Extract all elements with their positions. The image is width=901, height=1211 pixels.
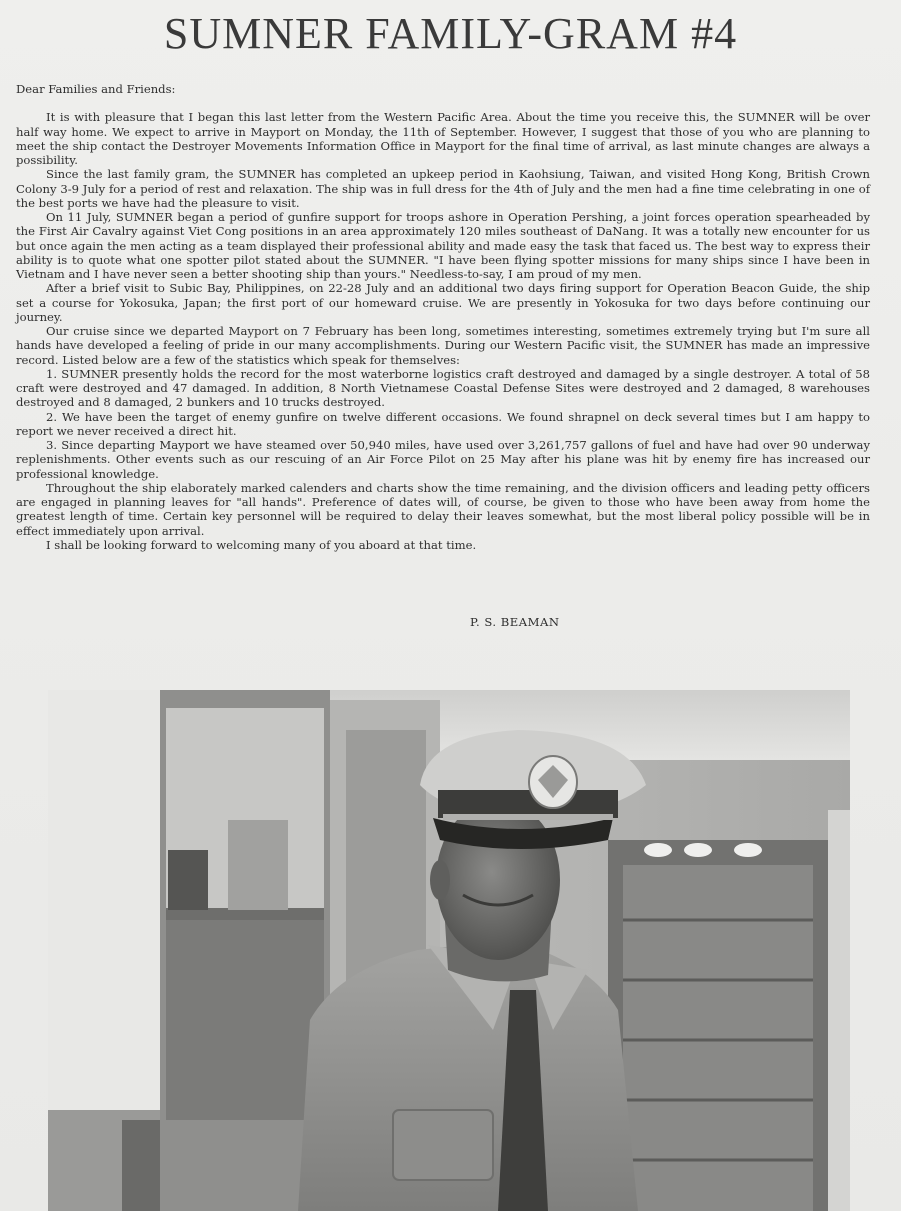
paragraph-leave-planning: Throughout the ship elaborately marked calenders and charts show the time remaining, and the division officers and leading petty officers are engaged in planning leaves for "all hands". Preference of dates will, of course, be given to those who have been away from home the greatest length of time. Certain key personnel will be required to delay their leaves somewhat, but the most liberal policy possible will be in effect immediately upon arrival. — [16, 480, 870, 538]
paragraph-gunfire-support: On 11 July, SUMNER began a period of gunfire support for troops ashore in Operation Pershing, a joint forces operation spearheaded by the First Air Cavalry against Viet Cong positions in an area approximately 120 miles southeast of DaNang. It was a totally new encounter for us but once again the men acting as a team displayed their professional ability and made easy the task that faced us. The best way to express their ability is to quote what one spotter pilot stated about the SUMNER. "I have been flying spotter missions for many ships since I have been in Vietnam and I have never seen a better shooting ship than yours." Needless-to-say, I am proud of my men. — [16, 210, 870, 281]
paragraph-cruise-summary: Our cruise since we departed Mayport on 7 February has been long, sometimes interesting, sometimes extremely trying but I'm sure all hands have developed a feeling of pride in our many accomplishments. During our Western Pacific visit, the SUMNER has made an impressive record. Listed below are a few of the statistics which speak for themselves: — [16, 324, 870, 367]
paragraph-statistic-1: 1. SUMNER presently holds the record for the most waterborne logistics craft destroyed and damaged by a single destroyer. A total of 58 craft were destroyed and 47 damaged. In addition, 8 North Vietnamese Coastal Defense Sites were destroyed and 2 damaged, 8 warehouses destroyed and 8 damaged, 2 bunkers and 10 trucks destroyed. — [16, 366, 870, 410]
paragraph-statistic-3: 3. Since departing Mayport we have steamed over 50,940 miles, have used over 3,261,757 gallons of fuel and have had over 90 underway replenishments. Other events such as our rescuing of an Air Force Pilot on 25 May after his plane was hit by enemy fire has increased our professional knowledge. — [16, 438, 870, 481]
paragraph-subic-bay: After a brief visit to Subic Bay, Philippines, on 22-28 July and an additional two days firing support for Operation Beacon Guide, the ship set a course for Yokosuka, Japan; the first port of our homeward cruise. We are presently in Yokosuka for two days before continuing our journey. — [16, 281, 870, 324]
salutation: Dear Families and Friends: — [16, 82, 176, 96]
signature: P. S. BEAMAN — [470, 615, 560, 629]
paragraph-hong-kong: Since the last family gram, the SUMNER has completed an upkeep period in Kaohsiung, Taiwan, and visited Hong Kong, British Crown Colony 3-9 July for a period of rest and relaxation. The ship was in full dress for the 4th of July and the men had a fine time celebrating in one of the best ports we have had the pleasure to visit. — [16, 167, 870, 210]
photo-graphic — [48, 690, 850, 1211]
paragraph-closing: I shall be looking forward to welcoming many of you aboard at that time. — [46, 537, 477, 552]
paragraph-statistic-2: 2. We have been the target of enemy gunfire on twelve different occasions. We found shrapnel on deck several times but I am happy to report we never received a direct hit. — [16, 409, 870, 438]
page-title: SUMNER FAMILY-GRAM #4 — [163, 9, 738, 58]
paragraph-arrival: It is with pleasure that I began this last letter from the Western Pacific Area. About the time you receive this, the SUMNER will be over half way home. We expect to arrive in Mayport on Monday, the 11th of September. However, I suggest that those of you who are planning to meet the ship contact the Destroyer Movements Information Office in Mayport for the final time of arrival, as last minute changes are always a possibility. — [16, 110, 870, 167]
letter-body — [16, 82, 870, 552]
officer-in-uniform-photo — [48, 690, 850, 1211]
